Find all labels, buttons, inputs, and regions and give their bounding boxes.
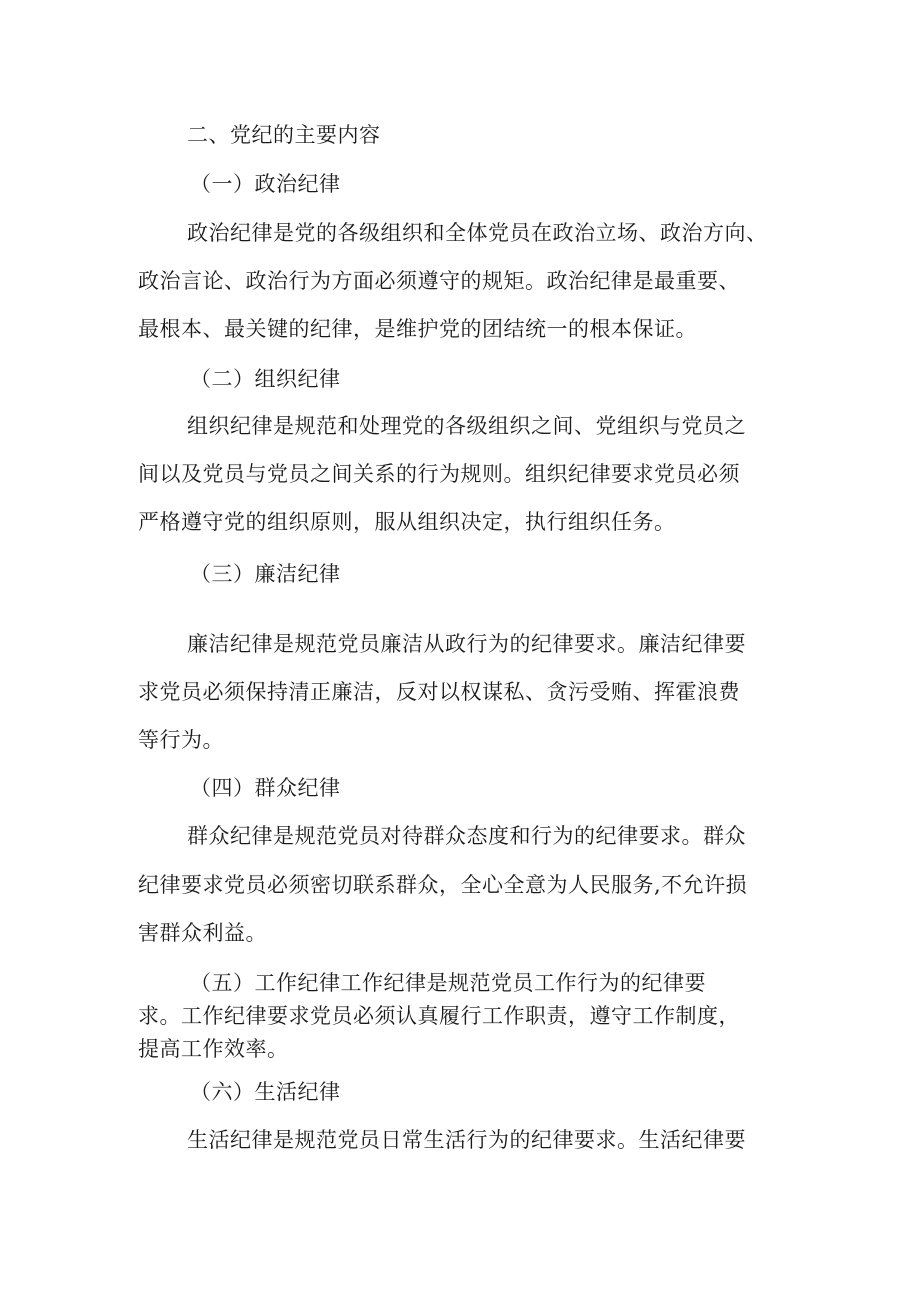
subsection-heading-political: （一）政治纪律 xyxy=(190,172,341,196)
subsection-heading-integrity: （三）廉洁纪律 xyxy=(190,562,341,586)
subsection-heading-masses: （四）群众纪律 xyxy=(190,776,341,800)
paragraph-line: 群众纪律是规范党员对待群众态度和行为的纪律要求。群众 xyxy=(187,824,746,848)
subsection-heading-organization: （二）组织纪律 xyxy=(190,367,341,391)
paragraph-line: 生活纪律是规范党员日常生活行为的纪律要求。生活纪律要 xyxy=(187,1128,746,1152)
subsection-heading-life: （六）生活纪律 xyxy=(190,1080,341,1104)
paragraph-line: 害群众利益。 xyxy=(138,921,267,945)
paragraph-line: 间以及党员与党员之间关系的行为规则。组织纪律要求党员必须 xyxy=(138,462,740,486)
paragraph-line: 等行为。 xyxy=(138,728,224,752)
paragraph-line: 组织纪律是规范和处理党的各级组织之间、党组织与党员之 xyxy=(187,414,746,438)
paragraph-line: 求。工作纪律要求党员必须认真履行工作职责，遵守工作制度， xyxy=(138,1004,740,1028)
paragraph-line: 政治言论、政治行为方面必须遵守的规矩。政治纪律是最重要、 xyxy=(138,269,740,293)
paragraph-line: （五）工作纪律工作纪律是规范党员工作行为的纪律要 xyxy=(190,971,706,995)
section-heading: 二、党纪的主要内容 xyxy=(187,123,381,147)
paragraph-line: 求党员必须保持清正廉洁，反对以权谋私、贪污受贿、挥霍浪费 xyxy=(138,680,740,704)
paragraph-line: 严格遵守党的组织原则，服从组织决定，执行组织任务。 xyxy=(138,510,676,534)
paragraph-line: 廉洁纪律是规范党员廉洁从政行为的纪律要求。廉洁纪律要 xyxy=(187,632,746,656)
paragraph-line: 纪律要求党员必须密切联系群众，全心全意为人民服务,不允许损 xyxy=(138,873,748,897)
paragraph-line: 提高工作效率。 xyxy=(138,1037,289,1061)
paragraph-line: 政治纪律是党的各级组织和全体党员在政治立场、政治方向、 xyxy=(187,221,768,245)
paragraph-line: 最根本、最关键的纪律，是维护党的团结统一的根本保证。 xyxy=(138,317,697,341)
